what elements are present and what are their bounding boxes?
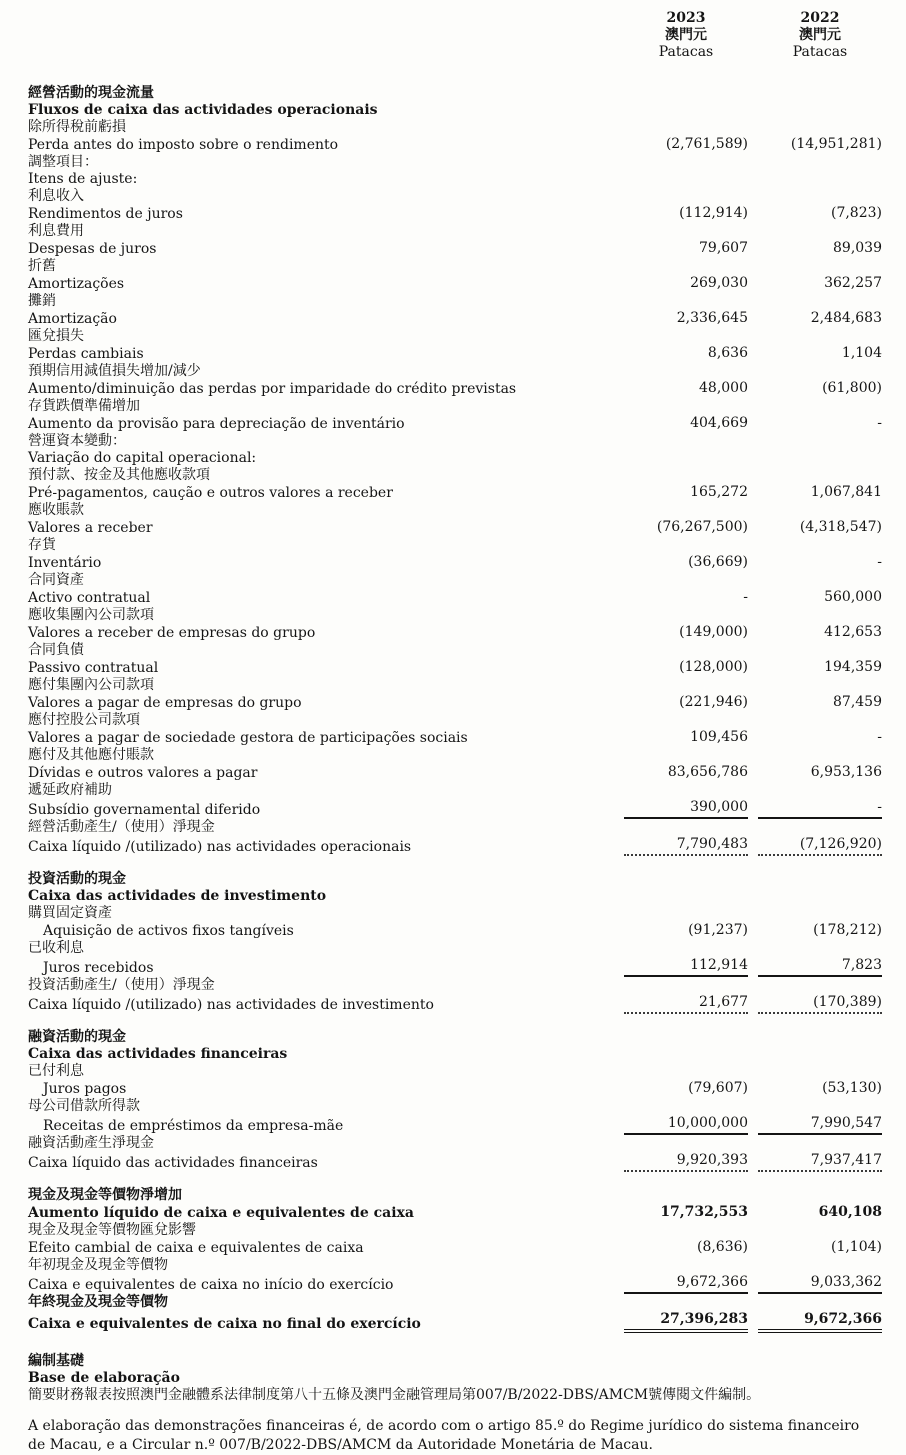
value-2022 [758,187,882,188]
row-label-pt: Valores a receber [28,520,153,536]
row-line [28,205,882,223]
value-2023: (128,000) [679,659,748,675]
column-headers-spacer [28,10,624,61]
section-title-zh: 投資活動的現金 [28,871,126,887]
row-label-pt: Passivo contratual [28,660,159,676]
value-2023: 390,000 [624,799,748,819]
row-label-zh: 合同負債 [28,642,84,658]
row-label-pt: Valores a receber de empresas do grupo [28,625,316,641]
column-currency-2023: 澳門元 [665,27,707,43]
row-line [28,1311,882,1333]
basis-text-zh: 簡要財務報表按照澳門金融體系法律制度第八十五條及澳門金融管理局第007/B/2022-DBS/AMCM號傳閱文件編制。 [28,1387,761,1403]
basis-title-pt: Base de elaboração [28,1370,180,1386]
value-2022 [758,466,882,467]
value-2023: 21,677 [624,994,748,1014]
value-2022: 2,484,683 [810,310,882,326]
value-2022: - [877,554,882,570]
row-line [28,1239,882,1257]
basis-title-zh: 編制基礎 [28,1353,84,1369]
row-line [28,589,882,607]
row-line [28,310,882,328]
value-2022: 1,067,841 [810,484,882,500]
value-2022: 87,459 [833,694,882,710]
section-title-zh: 融資活動的現金 [28,1029,126,1045]
row-line [28,799,882,819]
row-label-pt: Caixa e equivalentes de caixa no início do exercício [28,1277,394,1293]
value-2022: (4,318,547) [799,519,882,535]
row-line [28,450,882,467]
value-2023: 8,636 [707,345,748,361]
row-line [28,484,882,502]
row-label-pt: Subsídio governamental diferido [28,802,261,818]
row-label-pt: Amortização [28,311,117,327]
value-2022: 1,104 [841,345,882,361]
value-2023: 109,456 [690,729,748,745]
row-line [28,240,882,258]
row-label-zh: 應收賬款 [28,502,84,518]
row-label-zh: 現金及現金等價物匯兌影響 [28,1222,196,1238]
row-label-zh: 營運資本變動： [28,433,126,449]
section-title-pt: Fluxos de caixa das actividades operacionais [28,102,378,118]
row-label-zh: 母公司借款所得款 [28,1098,140,1114]
column-unit-2023: Patacas [658,44,714,60]
column-header-2022 [758,10,882,61]
value-2023: 10,000,000 [624,1115,748,1135]
row-label-zh: 投資活動產生/（使用）淨現金 [28,977,215,993]
row-line [28,624,882,642]
row-label-pt: Amortizações [28,276,125,292]
value-2022: (178,212) [813,922,882,938]
row-label-zh: 預付款、按金及其他應收款項 [28,467,210,483]
row-label-pt: Dívidas e outros valores a pagar [28,765,258,781]
row-label-pt: Efeito cambial de caixa e equivalentes de caixa [28,1240,364,1256]
row-label-pt: Caixa líquido /(utilizado) nas actividades de investimento [28,997,434,1013]
row-line [28,1152,882,1172]
value-2023: 404,669 [690,415,748,431]
row-label-zh: 攤銷 [28,293,56,309]
row-label-pt: Aumento/diminuição das perdas por imparidade do crédito previstas [28,381,517,397]
row-label-zh: 折舊 [28,258,56,274]
value-2023: - [743,589,748,605]
value-2022: 89,039 [833,240,882,256]
row-line [28,171,882,188]
value-2023: 48,000 [699,380,748,396]
row-label-pt: Valores a pagar de sociedade gestora de participações sociais [28,730,468,746]
value-2022: (1,104) [830,1239,882,1255]
row-label-pt: Inventário [28,555,102,571]
row-label-zh: 利息費用 [28,223,84,239]
value-2023: (79,607) [688,1080,748,1096]
row-label-zh: 應付及其他應付賬款 [28,747,154,763]
column-header-2023 [624,10,748,61]
row-line [28,1115,882,1135]
value-2023: 83,656,786 [667,764,748,780]
value-2022: - [877,415,882,431]
row-line [28,415,882,433]
row-label-pt: Valores a pagar de empresas do grupo [28,695,302,711]
row-label-zh: 應付控股公司款項 [28,712,140,728]
value-2023: 165,272 [690,484,748,500]
row-label-zh: 現金及現金等價物淨增加 [28,1187,182,1203]
row-label-zh: 應付集團內公司款項 [28,677,154,693]
value-2023: (149,000) [679,624,748,640]
row-line [28,764,882,782]
column-headers [28,10,882,61]
row-line [28,836,882,856]
row-label-pt: Rendimentos de juros [28,206,183,222]
row-label-zh: 年終現金及現金等價物 [28,1294,168,1310]
row-label-zh: 購買固定資產 [28,905,112,921]
row-line [28,1274,882,1294]
row-label-pt: Despesas de juros [28,241,157,257]
value-2022: (14,951,281) [790,136,882,152]
row-label-pt: Variação do capital operacional: [28,450,257,466]
row-label-zh: 已收利息 [28,940,84,956]
row-line [28,922,882,940]
row-line [28,729,882,747]
value-2022: 9,672,366 [758,1311,882,1333]
value-2023: 9,672,366 [624,1274,748,1294]
row-line [28,994,882,1014]
row-label-zh: 調整項目： [28,154,98,170]
row-label-pt: Itens de ajuste: [28,171,138,187]
row-label-pt: Aquisição de activos fixos tangíveis [43,923,294,939]
value-2023: 27,396,283 [624,1311,748,1333]
row-label-pt: Caixa líquido /(utilizado) nas actividades operacionais [28,839,412,855]
value-2022: 7,823 [758,957,882,977]
row-label-zh: 存貨跌價準備增加 [28,398,140,414]
value-2023: 269,030 [690,275,748,291]
row-label-zh: 存貨 [28,537,56,553]
value-2023: 112,914 [624,957,748,977]
row-label-zh: 匯兌損失 [28,328,84,344]
value-2022: 640,108 [818,1204,882,1220]
section-title-pt: Caixa das actividades de investimento [28,888,327,904]
row-line [28,136,882,154]
section-financing [28,1029,882,1172]
value-2023: (76,267,500) [656,519,748,535]
value-2022: - [877,729,882,745]
value-2023: 2,336,645 [676,310,748,326]
column-year-2022: 2022 [800,10,840,26]
row-label-pt: Aumento líquido de caixa e equivalentes de caixa [28,1205,414,1221]
row-label-zh: 融資活動產生淨現金 [28,1135,154,1151]
section-title-pt: Caixa das actividades financeiras [28,1046,288,1062]
row-line [28,694,882,712]
value-2022: 9,033,362 [758,1274,882,1294]
value-2022: (53,130) [822,1080,882,1096]
row-label-zh: 利息收入 [28,188,84,204]
row-line [28,1204,882,1222]
row-line [28,1080,882,1098]
row-label-zh: 經營活動產生/（使用）淨現金 [28,819,215,835]
column-unit-2022: Patacas [792,44,848,60]
value-2023: 79,607 [699,240,748,256]
value-2022: 560,000 [824,589,882,605]
row-label-pt: Juros recebidos [43,960,154,976]
statement-body [28,85,882,1333]
row-line [28,519,882,537]
value-2022: 194,359 [824,659,882,675]
row-line [28,275,882,293]
value-2023: 9,920,393 [624,1152,748,1172]
section-operating [28,85,882,856]
value-2022: (7,126,920) [758,836,882,856]
section-summary [28,1187,882,1333]
value-2022: 6,953,136 [810,764,882,780]
value-2022: 7,990,547 [758,1115,882,1135]
value-2023: (91,237) [688,922,748,938]
row-label-pt: Caixa líquido das actividades financeiras [28,1155,318,1171]
value-2023: (221,946) [679,694,748,710]
row-label-zh: 除所得稅前虧損 [28,119,126,135]
value-2022: (170,389) [758,994,882,1014]
row-label-pt: Aumento da provisão para depreciação de inventário [28,416,405,432]
value-2023: (8,636) [696,1239,748,1255]
value-2023 [624,187,748,188]
row-label-zh: 預期信用減值損失增加/減少 [28,363,201,379]
row-line [28,957,882,977]
value-2022: 412,653 [824,624,882,640]
section-investing [28,871,882,1014]
value-2022: (7,823) [830,205,882,221]
row-label-pt: Perdas cambiais [28,346,144,362]
row-label-pt: Juros pagos [43,1081,127,1097]
row-line [28,659,882,677]
value-2023: (36,669) [688,554,748,570]
section-title-zh: 經營活動的現金流量 [28,85,154,101]
value-2023: 7,790,483 [624,836,748,856]
basis-text-pt: A elaboração das demonstrações financeiras é, de acordo com o artigo 85.º do Regime jurídico do sistema financeiro de Macau, e a Circular n.º 007/B/2022-DBS/AMCM da Autoridade Monetária de Macau. [28,1418,860,1453]
value-2023: (2,761,589) [665,136,748,152]
row-line [28,345,882,363]
value-2022: (61,800) [822,380,882,396]
row-label-zh: 應收集團內公司款項 [28,607,154,623]
row-label-pt: Pré-pagamentos, caução e outros valores a receber [28,485,393,501]
row-line [28,554,882,572]
value-2023: (112,914) [679,205,748,221]
column-year-2023: 2023 [666,10,706,26]
row-label-pt: Caixa e equivalentes de caixa no final do exercício [28,1316,421,1332]
row-label-pt: Receitas de empréstimos da empresa-mãe [43,1118,344,1134]
column-currency-2022: 澳門元 [799,27,841,43]
value-2023: 17,732,553 [660,1204,748,1220]
value-2022: 7,937,417 [758,1152,882,1172]
row-label-zh: 已付利息 [28,1063,84,1079]
row-label-zh: 年初現金及現金等價物 [28,1257,168,1273]
row-label-pt: Perda antes do imposto sobre o rendimento [28,137,339,153]
row-line [28,380,882,398]
value-2023 [624,466,748,467]
row-label-zh: 合同資產 [28,572,84,588]
row-label-zh: 遞延政府補助 [28,782,112,798]
value-2022: 362,257 [824,275,882,291]
row-label-pt: Activo contratual [28,590,151,606]
basis-of-preparation [28,1353,882,1455]
value-2022: - [758,799,882,819]
